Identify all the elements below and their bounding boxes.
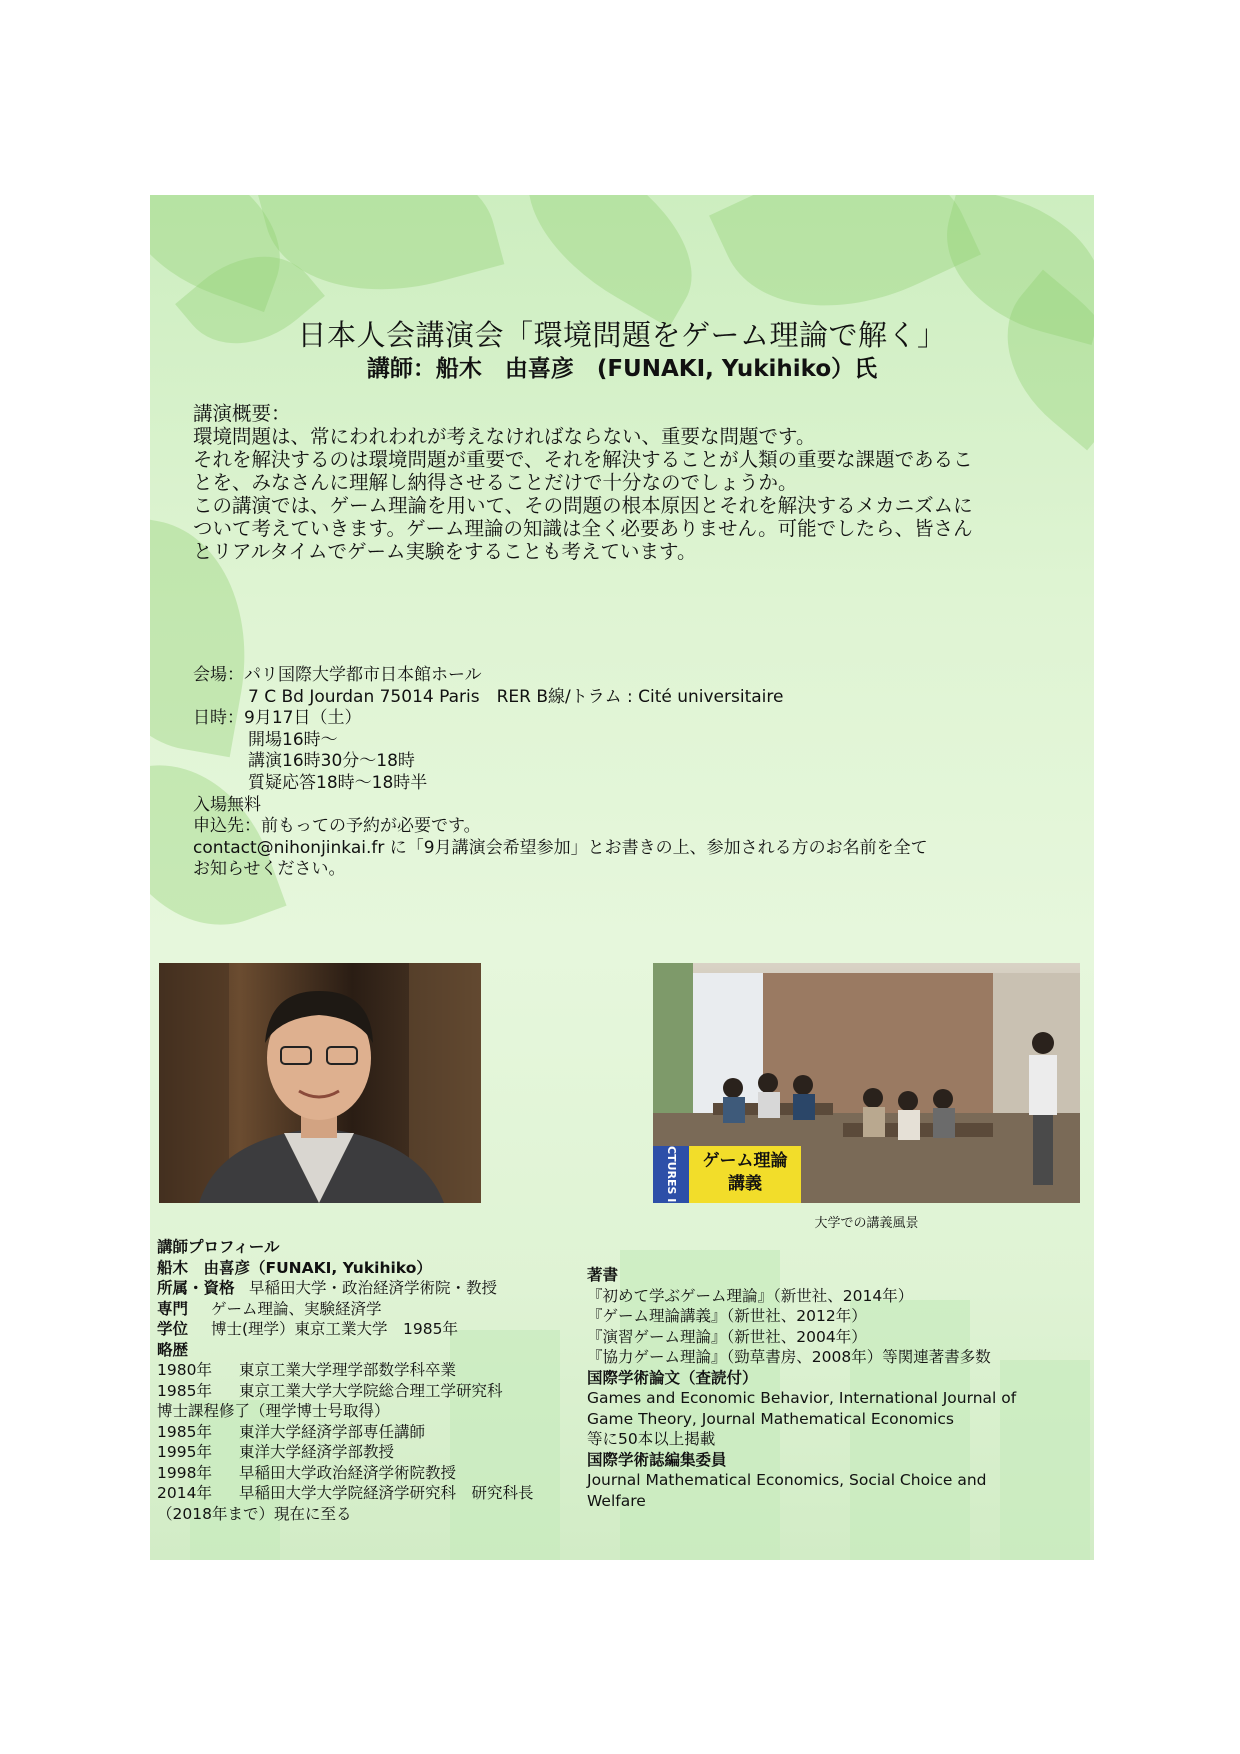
book-item: 『初めて学ぶゲーム理論』（新世社、2014年） <box>587 1286 914 1305</box>
degree-value: 博士(理学）東京工業大学 1985年 <box>211 1320 458 1338</box>
event-details <box>193 665 1073 881</box>
history-year: 1998年 <box>157 1463 212 1482</box>
history-label: 略歴 <box>157 1340 189 1359</box>
summary-line: それを解決するのは環境問題が重要で、それを解決することが人類の重要な課題であるこ <box>193 448 973 471</box>
classroom-photo <box>653 963 1080 1203</box>
sign-line: 講義 <box>728 1174 762 1194</box>
specialty-label: 専門 <box>157 1299 189 1318</box>
books-heading: 著書 <box>587 1266 619 1284</box>
summary-line: とを、みなさんに理解し納得させることだけで十分なのでしょうか。 <box>193 471 798 494</box>
history-year: 1980年 <box>157 1361 212 1379</box>
profile-degree <box>157 1319 597 1340</box>
venue-place: 会場：パリ国際大学都市日本館ホール <box>193 665 482 685</box>
history-item <box>157 1422 597 1443</box>
book-item: 『協力ゲーム理論』（勁草書房、2008年）等関連著書多数 <box>587 1348 991 1366</box>
history-text: 東京工業大学大学院総合理工学研究科 <box>239 1381 503 1400</box>
history-item <box>157 1360 597 1381</box>
history-item <box>157 1504 597 1525</box>
editor-line: Welfare <box>587 1491 646 1510</box>
qa-time: 質疑応答18時〜18時半 <box>248 772 428 793</box>
profile-affiliation <box>157 1278 597 1299</box>
lecturer-profile <box>157 1237 597 1524</box>
history-item <box>157 1442 597 1463</box>
lecture-sign <box>653 1146 801 1203</box>
history-year: 1985年 <box>157 1381 212 1400</box>
sign-side-label: CTURES I <box>653 1146 689 1203</box>
affiliation-value: 早稲田大学・政治経済学術院・教授 <box>249 1279 498 1297</box>
history-item <box>157 1401 597 1422</box>
contact-line: contact@nihonjinkai.fr に「9月講演会希望参加」とお書きの上、参加される方のお名前を全て <box>193 837 928 858</box>
editor-heading: 国際学術誌編集委員 <box>587 1450 727 1469</box>
sign-line: ゲーム理論 <box>702 1151 788 1171</box>
paper-line: Games and Economic Behavior, International Journal of <box>587 1389 1017 1407</box>
sign-title <box>689 1150 801 1196</box>
venue-address: 7 C Bd Jourdan 75014 Paris RER B線/トラム : Cité universitaire <box>248 686 784 707</box>
history-year: 2014年 <box>157 1484 212 1502</box>
history-item <box>157 1381 597 1402</box>
summary-heading: 講演概要： <box>193 402 291 425</box>
paper-line: Game Theory, Journal Mathematical Economics <box>587 1409 954 1428</box>
summary-line: この講演では、ゲーム理論を用いて、その問題の根本原因とそれを解決するメカニズムに <box>193 494 973 517</box>
summary-line: 環境問題は、常にわれわれが考えなければならない、重要な問題です。 <box>193 425 816 448</box>
profile-name: 船木 由喜彦（FUNAKI, Yukihiko） <box>157 1258 432 1277</box>
degree-label: 学位 <box>157 1320 189 1338</box>
history-text: 博士課程修了（理学博士号取得） <box>157 1402 390 1420</box>
history-text: 早稲田大学大学院経済学研究科 研究科長 <box>239 1484 534 1502</box>
lecture-summary <box>193 402 1063 563</box>
history-text: 東洋大学経済学部教授 <box>239 1443 395 1461</box>
lecturer-portrait <box>159 963 481 1203</box>
portrait-illustration <box>159 963 481 1203</box>
affiliation-label: 所属・資格 <box>157 1279 235 1297</box>
summary-line: とリアルタイムでゲーム実験をすることも考えています。 <box>193 540 697 563</box>
open-time: 開場16時〜 <box>248 729 338 750</box>
history-text: 早稲田大学政治経済学術院教授 <box>239 1463 457 1482</box>
history-text: （2018年まで）現在に至る <box>157 1504 352 1523</box>
specialty-value: ゲーム理論、実験経済学 <box>211 1299 382 1318</box>
history-year: 1985年 <box>157 1422 212 1441</box>
history-item <box>157 1463 597 1484</box>
profile-heading: 講師プロフィール <box>157 1238 280 1256</box>
publications <box>587 1265 1087 1511</box>
leaf-decoration <box>496 195 724 328</box>
history-item <box>157 1483 597 1504</box>
history-text: 東京工業大学理学部数学科卒業 <box>239 1361 457 1379</box>
profile-specialty <box>157 1299 597 1320</box>
poster <box>150 195 1094 1560</box>
event-date: 日時：9月17日（土） <box>193 708 362 729</box>
history-text: 東洋大学経済学部専任講師 <box>239 1422 426 1441</box>
lecture-time: 講演16時30分〜18時 <box>248 751 415 772</box>
book-item: 『ゲーム理論講義』（新世社、2012年） <box>587 1307 867 1325</box>
book-item: 『演習ゲーム理論』（新世社、2004年） <box>587 1327 867 1346</box>
contact-line: お知らせください。 <box>193 859 346 880</box>
summary-line: ついて考えていきます。ゲーム理論の知識は全く必要ありません。可能でしたら、皆さん <box>193 517 973 540</box>
photo-caption: 大学での講義風景 <box>814 1216 919 1231</box>
page-title: 日本人会講演会「環境問題をゲーム理論で解く」 <box>297 318 947 352</box>
history-year: 1995年 <box>157 1443 212 1461</box>
papers-heading: 国際学術論文（査読付） <box>587 1368 758 1387</box>
apply-info: 申込先：前もっての予約が必要です。 <box>193 816 481 837</box>
paper-line: 等に50本以上掲載 <box>587 1430 716 1448</box>
admission-fee: 入場無料 <box>193 794 261 815</box>
lecturer-subtitle: 講師：船木 由喜彦 (FUNAKI, Yukihiko）氏 <box>366 356 878 382</box>
editor-line: Journal Mathematical Economics, Social Choice and <box>587 1471 987 1489</box>
